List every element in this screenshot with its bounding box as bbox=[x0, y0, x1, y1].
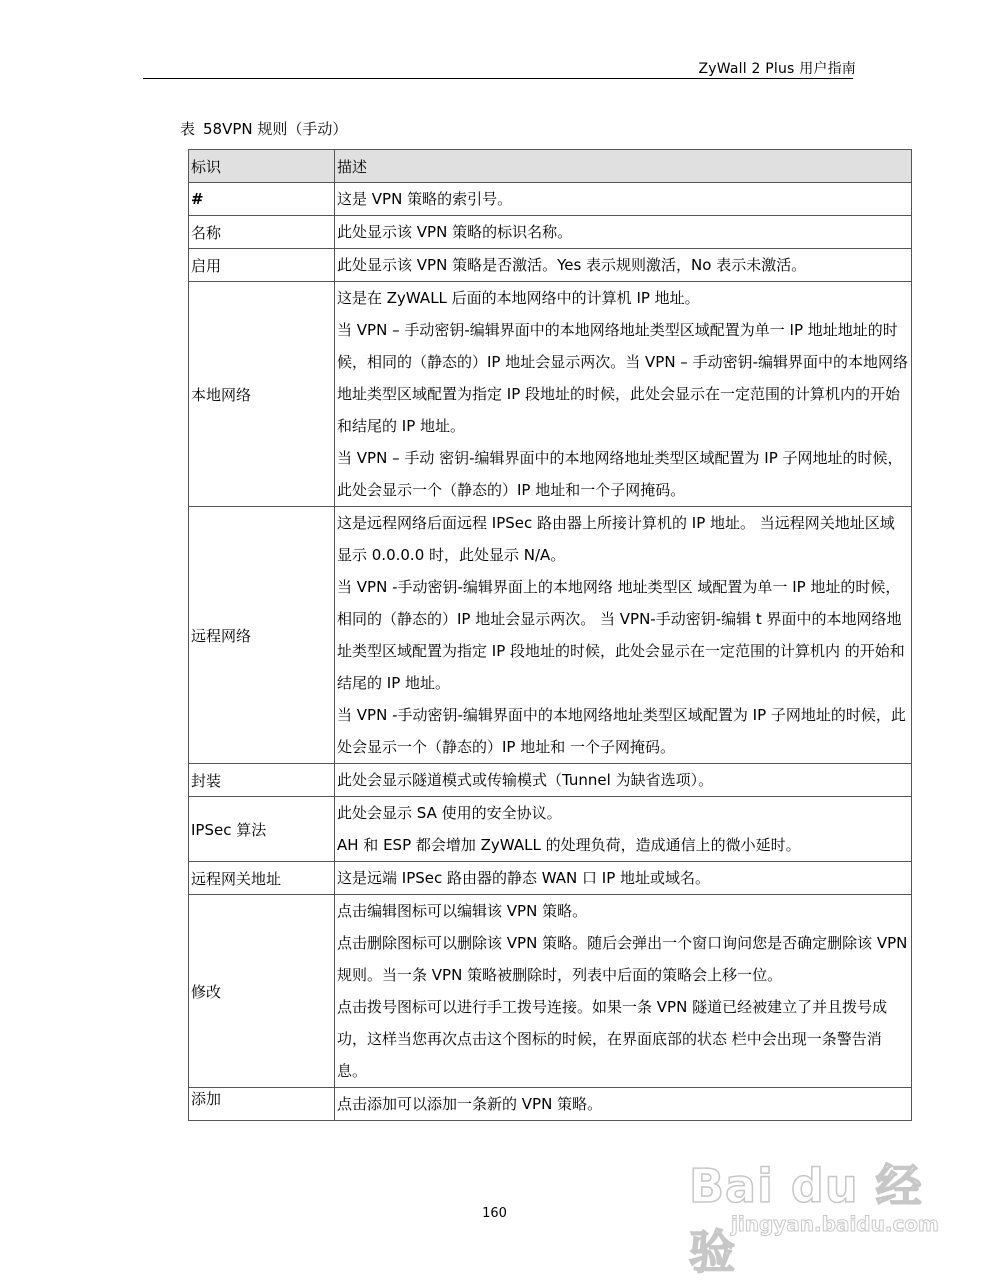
description-paragraph: 此处会显示 SA 使用的安全协议。 bbox=[337, 804, 562, 822]
description-paragraph: 此处显示该 VPN 策略的标识名称。 bbox=[337, 223, 573, 241]
vpn-rules-table bbox=[188, 149, 912, 1121]
description-paragraph: AH 和 ESP 都会增加 ZyWALL 的处理负荷，造成通信上的微小延时。 bbox=[337, 836, 801, 854]
header-rule bbox=[143, 78, 853, 79]
row-description bbox=[335, 183, 912, 216]
description-paragraph: 当 VPN – 手动密钥-编辑界面中的本地网络地址类型区域配置为单一 IP 地址地址的时候，相同的（静态的）IP 地址会显示两次。当 VPN – 手动密钥-编辑界面中的本地网络地址类型区域配置为指定 IP 段地址的时候，此处会显示在一定范围的计算机内的开始和结尾的 IP 地址。 bbox=[337, 321, 908, 435]
table-row bbox=[189, 183, 912, 216]
row-description bbox=[335, 895, 912, 1088]
description-paragraph: 点击拨号图标可以进行手工拨号连接。如果一条 VPN 隧道已经被建立了并且拨号成功，这样当您再次点击这个图标的时候，在界面底部的状态 栏中会出现一条警告消息。 bbox=[337, 998, 888, 1080]
caption-label: 表 bbox=[180, 120, 196, 138]
description-paragraph: 当 VPN -手动密钥-编辑界面上的本地网络 地址类型区 域配置为单一 IP 地址的时候，相同的（静态的）IP 地址会显示两次。 当 VPN-手动密钥-编辑 t 界面中的本地网络地址类型区域配置为指定 IP 段地址的时候，此处会显示在一定范围的计算机内 的开始和结尾的 IP 地址。 bbox=[337, 578, 905, 692]
table-row bbox=[189, 282, 912, 507]
caption-title: 58VPN 规则（手动） bbox=[203, 120, 348, 138]
table-row bbox=[189, 895, 912, 1088]
row-label: 名称 bbox=[189, 216, 335, 249]
watermark-url: jingyan.baidu.com bbox=[731, 1212, 939, 1236]
row-label: 添加 bbox=[189, 1088, 335, 1121]
description-paragraph: 点击编辑图标可以编辑该 VPN 策略。 bbox=[337, 902, 588, 920]
row-label: 封装 bbox=[189, 764, 335, 797]
column-header-description: 描述 bbox=[335, 150, 912, 183]
page-number: 160 bbox=[482, 1206, 507, 1221]
table-row bbox=[189, 764, 912, 797]
table-header-row bbox=[189, 150, 912, 183]
row-description bbox=[335, 797, 912, 862]
table-row bbox=[189, 862, 912, 895]
row-label: 本地网络 bbox=[189, 282, 335, 507]
row-description bbox=[335, 507, 912, 764]
table-row bbox=[189, 797, 912, 862]
table-row bbox=[189, 507, 912, 764]
baidu-jingyan-watermark bbox=[689, 1150, 949, 1279]
description-paragraph: 当 VPN -手动密钥-编辑界面中的本地网络地址类型区域配置为 IP 子网地址的时候，此处会显示一个（静态的）IP 地址和 一个子网掩码。 bbox=[337, 706, 906, 756]
description-paragraph: 此处会显示隧道模式或传输模式（Tunnel 为缺省选项）。 bbox=[337, 771, 714, 789]
description-paragraph: 此处显示该 VPN 策略是否激活。Yes 表示规则激活，No 表示未激活。 bbox=[337, 256, 807, 274]
header-title: ZyWall 2 Plus 用户指南 bbox=[698, 61, 856, 77]
description-paragraph: 这是远端 IPSec 路由器的静态 WAN 口 IP 地址或域名。 bbox=[337, 869, 711, 887]
description-paragraph: 这是 VPN 策略的索引号。 bbox=[337, 190, 513, 208]
row-description bbox=[335, 1088, 912, 1121]
description-paragraph: 这是远程网络后面远程 IPSec 路由器上所接计算机的 IP 地址。 当远程网关地址区域显示 0.0.0.0 时，此处显示 N/A。 bbox=[337, 514, 895, 564]
row-label: 远程网关地址 bbox=[189, 862, 335, 895]
row-label: 远程网络 bbox=[189, 507, 335, 764]
row-label: 修改 bbox=[189, 895, 335, 1088]
description-paragraph: 这是在 ZyWALL 后面的本地网络中的计算机 IP 地址。 bbox=[337, 289, 700, 307]
table-row bbox=[189, 216, 912, 249]
table-caption bbox=[180, 118, 347, 139]
row-description bbox=[335, 249, 912, 282]
row-description bbox=[335, 862, 912, 895]
row-label: 启用 bbox=[189, 249, 335, 282]
row-label: # bbox=[189, 183, 335, 216]
row-label: IPSec 算法 bbox=[189, 797, 335, 862]
row-description bbox=[335, 216, 912, 249]
description-paragraph: 当 VPN – 手动 密钥-编辑界面中的本地网络地址类型区域配置为 IP 子网地址的时候，此处会显示一个（静态的）IP 地址和一个子网掩码。 bbox=[337, 449, 903, 499]
row-description bbox=[335, 282, 912, 507]
table-row bbox=[189, 249, 912, 282]
table-row bbox=[189, 1088, 912, 1121]
watermark-logo: Bai du 经验 bbox=[689, 1159, 923, 1279]
description-paragraph: 点击添加可以添加一条新的 VPN 策略。 bbox=[337, 1095, 603, 1113]
row-description bbox=[335, 764, 912, 797]
description-paragraph: 点击删除图标可以删除该 VPN 策略。随后会弹出一个窗口询问您是否确定删除该 VPN 规则。当一条 VPN 策略被删除时，列表中后面的策略会上移一位。 bbox=[337, 934, 908, 984]
column-header-label: 标识 bbox=[189, 150, 335, 183]
